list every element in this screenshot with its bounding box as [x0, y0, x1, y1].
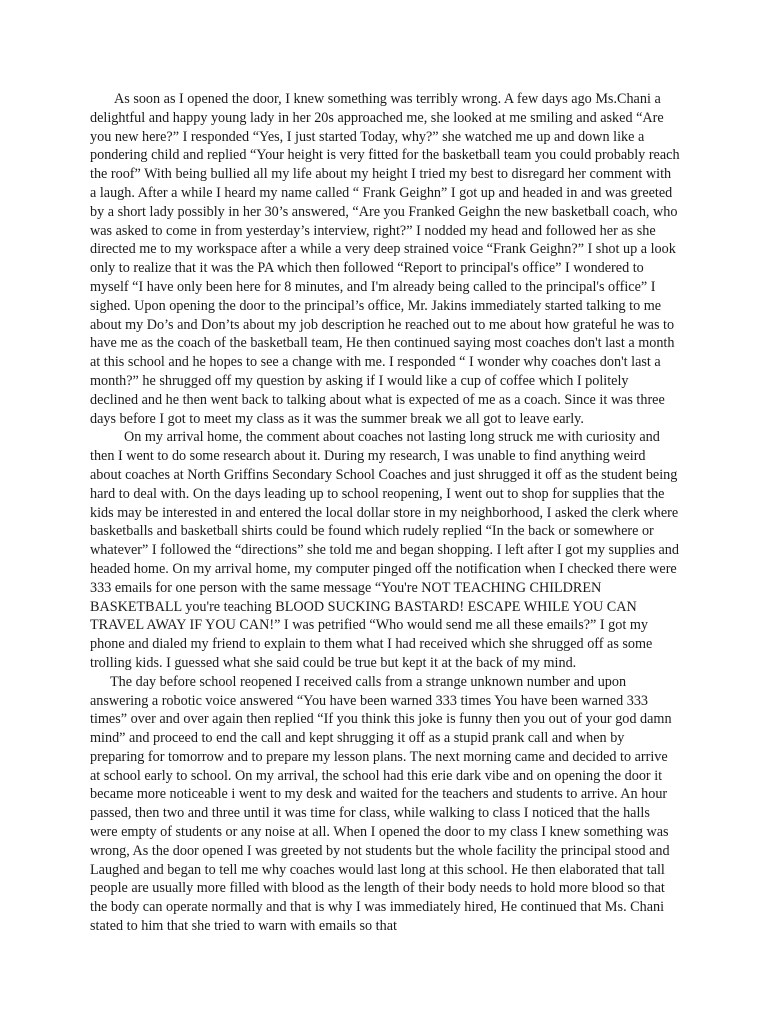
document-page: [90, 90, 680, 1020]
paragraph-1: As soon as I opened the door, I knew something was terribly wrong. A few days ago Ms.Chani a delightful and happy young lady in her 20s approached me, she looked at me smiling and asked “Are you new here?” I responded “Yes, I just started Today, why?” she watched me up and down like a pondering child and replied “Your height is very fitted for the basketball team you could probably reach the roof” With being bullied all my life about my height I tried my best to disregard her comment with a laugh. After a while I heard my name called “ Frank Geighn” I got up and headed in and was greeted by a short lady possibly in her 30’s answered, “Are you Franked Geighn the new basketball coach, who was asked to come in from yesterday’s interview, right?” I nodded my head and followed her as she directed me to my workspace after a while a very deep strained voice “Frank Geighn?” I shot up a look only to realize that it was the PA which then followed “Report to principal's office” I wondered to myself “I have only been here for 8 minutes, and I'm already being called to the principal's office” I sighed. Upon opening the door to the principal’s office, Mr. Jakins immediately started talking to me about my Do’s and Don’ts about my job description he reached out to me about how grateful he was to have me as the coach of the basketball team, He then continued saying most coaches don't last a month at this school and he hopes to see a change with me. I responded “ I wonder why coaches don't last a month?” he shrugged off my question by asking if I would like a cup of coffee which I politely declined and he then went back to talking about what is expected of me as a coach. Since it was three days before I got to meet my class as it was the summer break we all got to leave early.: [90, 91, 680, 427]
paragraph-2: On my arrival home, the comment about coaches not lasting long struck me with curiosity and then I went to do some research about it. During my research, I was unable to find anything weird about coaches at North Griffins Secondary School Coaches and just shrugged it off as the student being hard to deal with. On the days leading up to school reopening, I went out to shop for supplies that the kids may be interested in and entered the local dollar store in my neighborhood, I asked the clerk where basketballs and basketball shirts could be found which rudely replied “In the back or somewhere or whatever” I followed the “directions” she told me and began shopping. I left after I got my supplies and headed home. On my arrival home, my computer pinged off the notification when I checked there were 333 emails for one person with the same message “You're NOT TEACHING CHILDREN BASKETBALL you're teaching BLOOD SUCKING BASTARD! ESCAPE WHILE YOU CAN TRAVEL AWAY IF YOU CAN!” I was petrified “Who would send me all these emails?” I got my phone and dialed my friend to explain to them what I had received which she shrugged off as some trolling kids. I guessed what she said could be true but kept it at the back of my mind.: [90, 429, 679, 671]
paragraph-3: The day before school reopened I received calls from a strange unknown number and upon answering a robotic voice answered “You have been warned 333 times You have been warned 333 times” over and over again then replied “If you think this joke is funny then you out of your god damn mind” and proceed to end the call and kept shrugging it off as a stupid prank call and when by preparing for tomorrow and to prepare my lesson plans. The next morning came and decided to arrive at school early to school. On my arrival, the school had this erie dark vibe and on opening the door it became more noticeable i went to my desk and waited for the teachers and students to arrive. An hour passed, then two and three until it was time for class, while walking to class I noticed that the halls were empty of students or any noise at all. When I opened the door to my class I knew something was wrong, As the door opened I was greeted by not students but the whole facility the principal stood and Laughed and began to tell me why coaches would last long at this school. He then elaborated that tall people are usually more filled with blood as the length of their body needs to hold more blood so that the body can operate normally and that is why I was immediately hired, He continued that Ms. Chani stated to him that she tried to warn with emails so that: [90, 673, 672, 935]
